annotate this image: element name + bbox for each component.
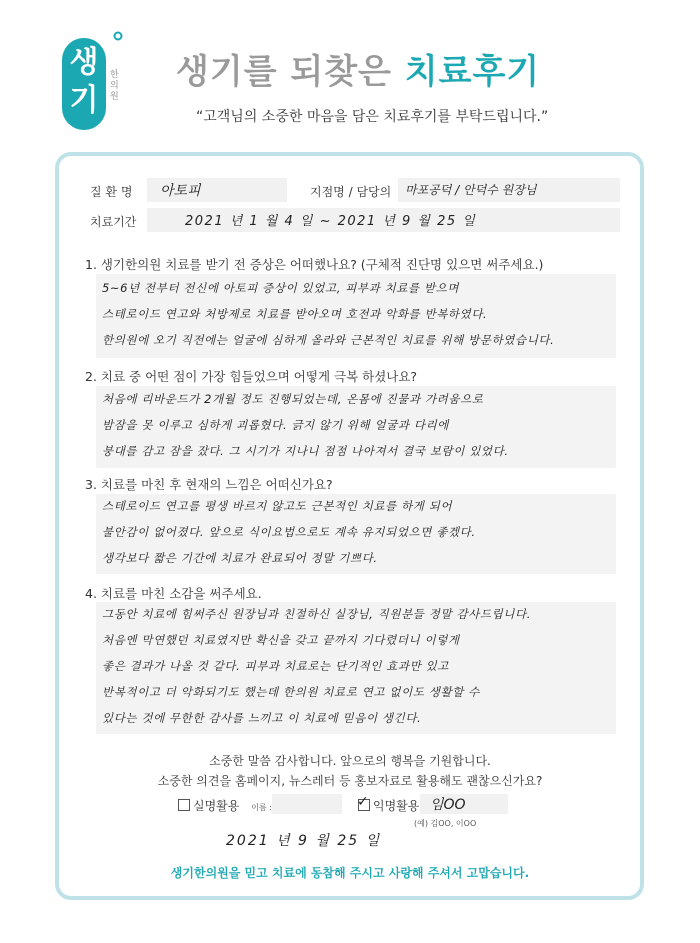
answer-3-line-3: 생각보다 짧은 기간에 치료가 완료되어 정말 기쁘다. [102,551,378,565]
answer-2-line-2: 밤잠을 못 이루고 심하게 괴롭혔다. 긁지 않기 위해 얼굴과 다리에 [102,418,449,432]
signature-date: 2021 년 9 월 25 일 [226,833,382,849]
answer-4-line-4: 반복적이고 더 악화되기도 했는데 한의원 치료로 연고 없이도 생활할 수 [102,685,480,699]
clinic-logo [48,30,126,134]
answer-1-line-3: 한의원에 오기 직전에는 얼굴에 심하게 올라와 근본적인 치료를 위해 방문하였습니다. [102,333,555,347]
name-label: 이름 : [251,803,272,812]
answer-1-line-1: 5~6년 전부터 전신에 아토피 증상이 있었고, 피부과 치료를 받으며 [102,281,460,295]
answer-1-line-2: 스테로이드 연고와 처방제로 치료를 받아오며 호전과 악화를 반복하였다. [102,307,488,321]
question-1: 1. 생기한의원 치료를 받기 전 증상은 어떠했나요? (구체적 진단명 있으면 써주세요.) [85,257,544,272]
check-mark-icon: ✓ [357,794,369,810]
thanks-message: 소중한 말씀 감사합니다. 앞으로의 행복을 기원합니다. [209,754,491,768]
consent-question: 소중한 의견을 홈페이지, 뉴스레터 등 홍보자료로 활용해도 괜찮으신가요? [157,774,543,788]
answer-3-line-2: 불안감이 없어졌다. 앞으로 식이요법으로도 계속 유지되었으면 좋겠다. [102,525,476,539]
logo-text: 생기 [69,45,99,118]
anonymous-option[interactable] [357,794,420,814]
anonymous-name-value: 임OO [430,797,466,813]
question-2: 2. 치료 중 어떤 점이 가장 힘들었으며 어떻게 극복 하셨나요? [85,369,418,384]
branch-value: 마포공덕 / 안덕수 원장님 [405,183,537,197]
answer-4-line-3: 좋은 결과가 나올 것 같다. 피부과 치료로는 단기적인 효과만 있고 [102,659,449,673]
anonymous-label: 익명활용 [373,799,420,813]
anonymous-checkbox[interactable] [357,794,370,811]
logo-subtext: 한의원 [110,70,119,102]
title-part1: 생기를 되찾은 [176,52,405,92]
real-name-label: 실명활용 [193,799,240,813]
answer-4-line-1: 그동안 치료에 힘써주신 원장님과 친절하신 실장님, 직원분들 정말 감사드립니다. [102,607,531,621]
disease-label: 질 환 명 [90,185,133,199]
branch-label: 지점명 / 담당의 [310,185,392,199]
answer-4-line-2: 처음엔 막연했던 치료였지만 확신을 갖고 끝까지 기다렸더니 이렇게 [102,633,460,647]
answer-2-line-1: 처음에 리바운드가 2개월 정도 진행되었는데, 온몸에 진물과 가려움으로 [102,392,484,406]
question-4: 4. 치료를 마친 소감을 써주세요. [85,586,262,601]
real-name-checkbox[interactable] [178,799,190,811]
answer-3-line-1: 스테로이드 연고를 평생 바르지 않고도 근본적인 치료를 하게 되어 [102,499,453,513]
answer-4-line-5: 있다는 것에 무한한 감사를 느끼고 이 치료에 믿음이 생긴다. [102,711,422,725]
real-name-option[interactable] [178,797,272,814]
answer-2-line-3: 붕대를 감고 잠을 잤다. 그 시기가 지나니 점점 나아져서 결국 보람이 있었다. [102,444,509,458]
disease-value: 아토피 [160,183,201,199]
title-part2: 치료후기 [404,52,541,92]
name-example: (예) 김OO, 이OO [414,819,477,828]
period-value: 2021 년 1 월 4 일 ~ 2021 년 9 월 25 일 [185,214,477,229]
page-title [176,44,540,93]
question-3: 3. 치료를 마친 후 현재의 느낌은 어떠신가요? [85,477,333,492]
name-input[interactable] [272,794,342,814]
closing-thanks: 생기한의원을 믿고 치료에 동참해 주시고 사랑해 주셔서 고맙습니다. [170,866,530,880]
page-subtitle: “고객님의 소중한 마음을 담은 치료후기를 부탁드립니다.” [196,109,549,125]
period-label: 치료기간 [90,215,137,229]
